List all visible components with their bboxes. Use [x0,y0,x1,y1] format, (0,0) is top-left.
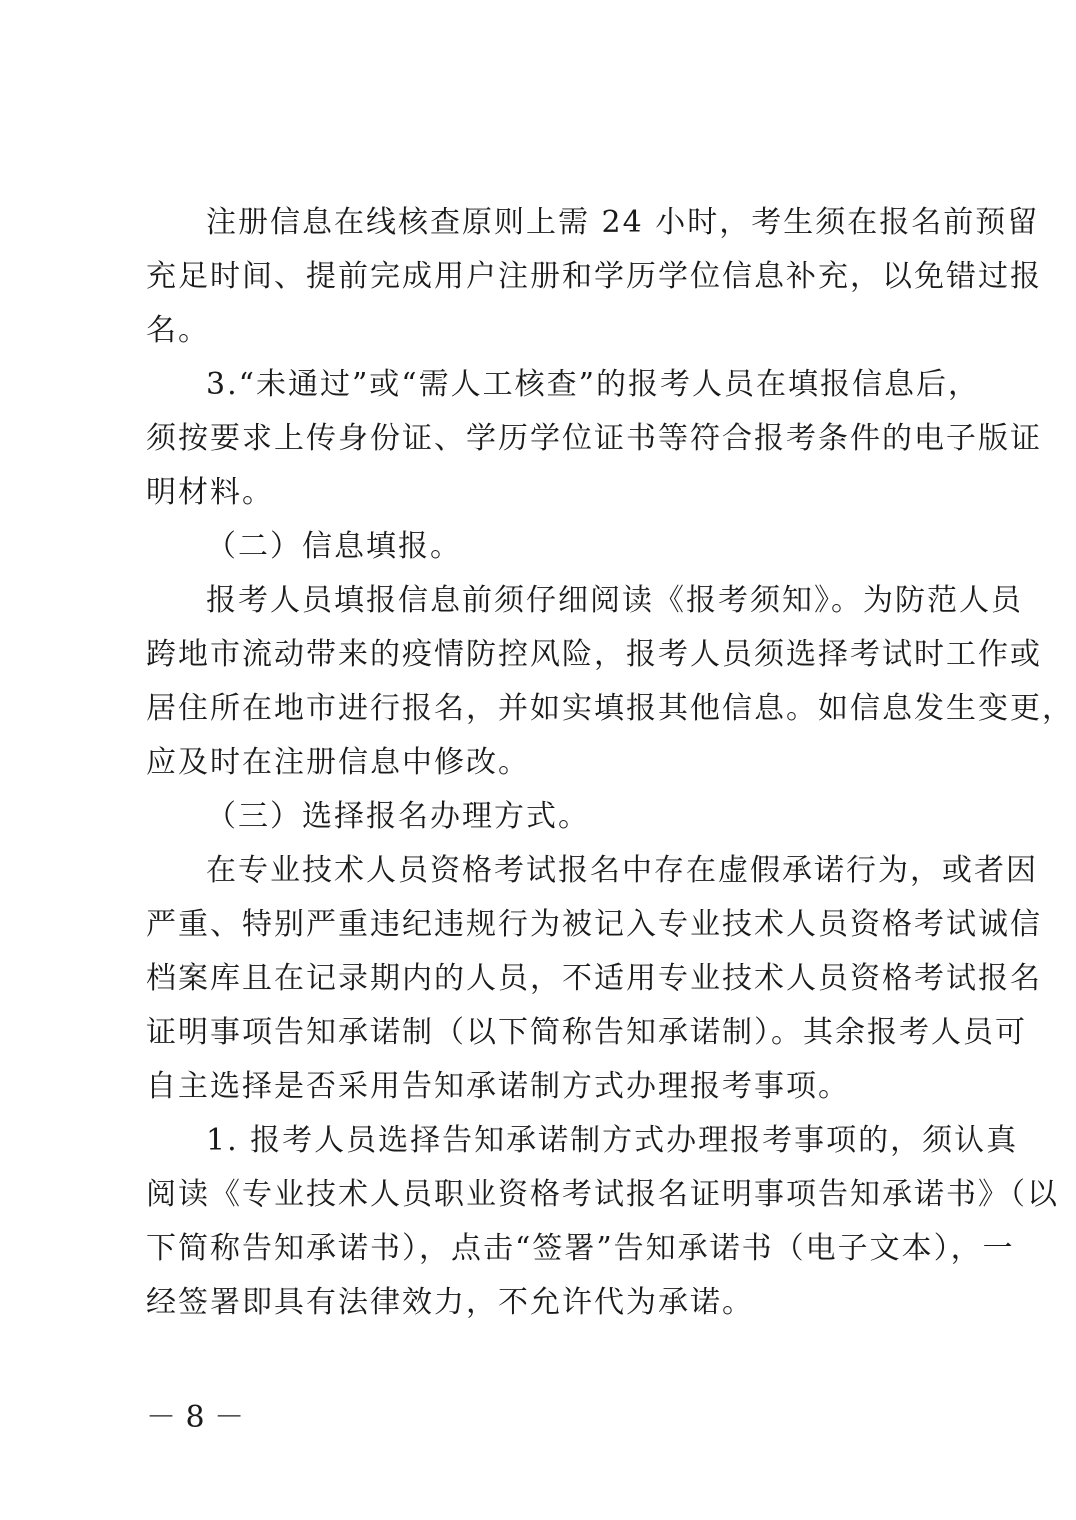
paragraph-line: 自主选择是否采用告知承诺制方式办理报考事项。 [146,1069,850,1104]
paragraph-line: 报考人员填报信息前须仔细阅读《报考须知》。为防范人员 [206,583,1023,618]
paragraph-line: 严重、特别严重违纪违规行为被记入专业技术人员资格考试诚信 [146,907,1042,942]
paragraph-line: 充足时间、提前完成用户注册和学历学位信息补充，以免错过报 [146,259,1042,294]
paragraph-line: 在专业技术人员资格考试报名中存在虚假承诺行为，或者因 [206,853,1038,888]
paragraph-line: 经签署即具有法律效力，不允许代为承诺。 [146,1285,754,1320]
paragraph-line: 明材料。 [146,475,274,510]
section-heading: （二）信息填报。 [206,529,462,564]
paragraph-line: 跨地市流动带来的疫情防控风险，报考人员须选择考试时工作或 [146,637,1042,672]
paragraph-line: 3.“未通过”或“需人工核查”的报考人员在填报信息后， [206,367,980,402]
paragraph-line: 名。 [146,313,210,348]
paragraph-line: 阅读《专业技术人员职业资格考试报名证明事项告知承诺书》（以 [146,1177,1059,1212]
paragraph-line: 档案库且在记录期内的人员，不适用专业技术人员资格考试报名 [146,961,1042,996]
paragraph-line: 居住所在地市进行报名，并如实填报其他信息。如信息发生变更， [146,691,1074,726]
paragraph-line: 1. 报考人员选择告知承诺制方式办理报考事项的，须认真 [206,1123,1019,1158]
paragraph-line: 证明事项告知承诺制（以下简称告知承诺制）。其余报考人员可 [146,1015,1027,1050]
section-heading: （三）选择报名办理方式。 [206,799,590,834]
paragraph-line: 应及时在注册信息中修改。 [146,745,530,780]
page-number: － 8 － [146,1400,245,1435]
paragraph-line: 注册信息在线核查原则上需 24 小时，考生须在报名前预留 [206,205,1040,240]
paragraph-line: 须按要求上传身份证、学历学位证书等符合报考条件的电子版证 [146,421,1042,456]
paragraph-line: 下简称告知承诺书），点击“签署”告知承诺书（电子文本），一 [146,1231,1015,1266]
